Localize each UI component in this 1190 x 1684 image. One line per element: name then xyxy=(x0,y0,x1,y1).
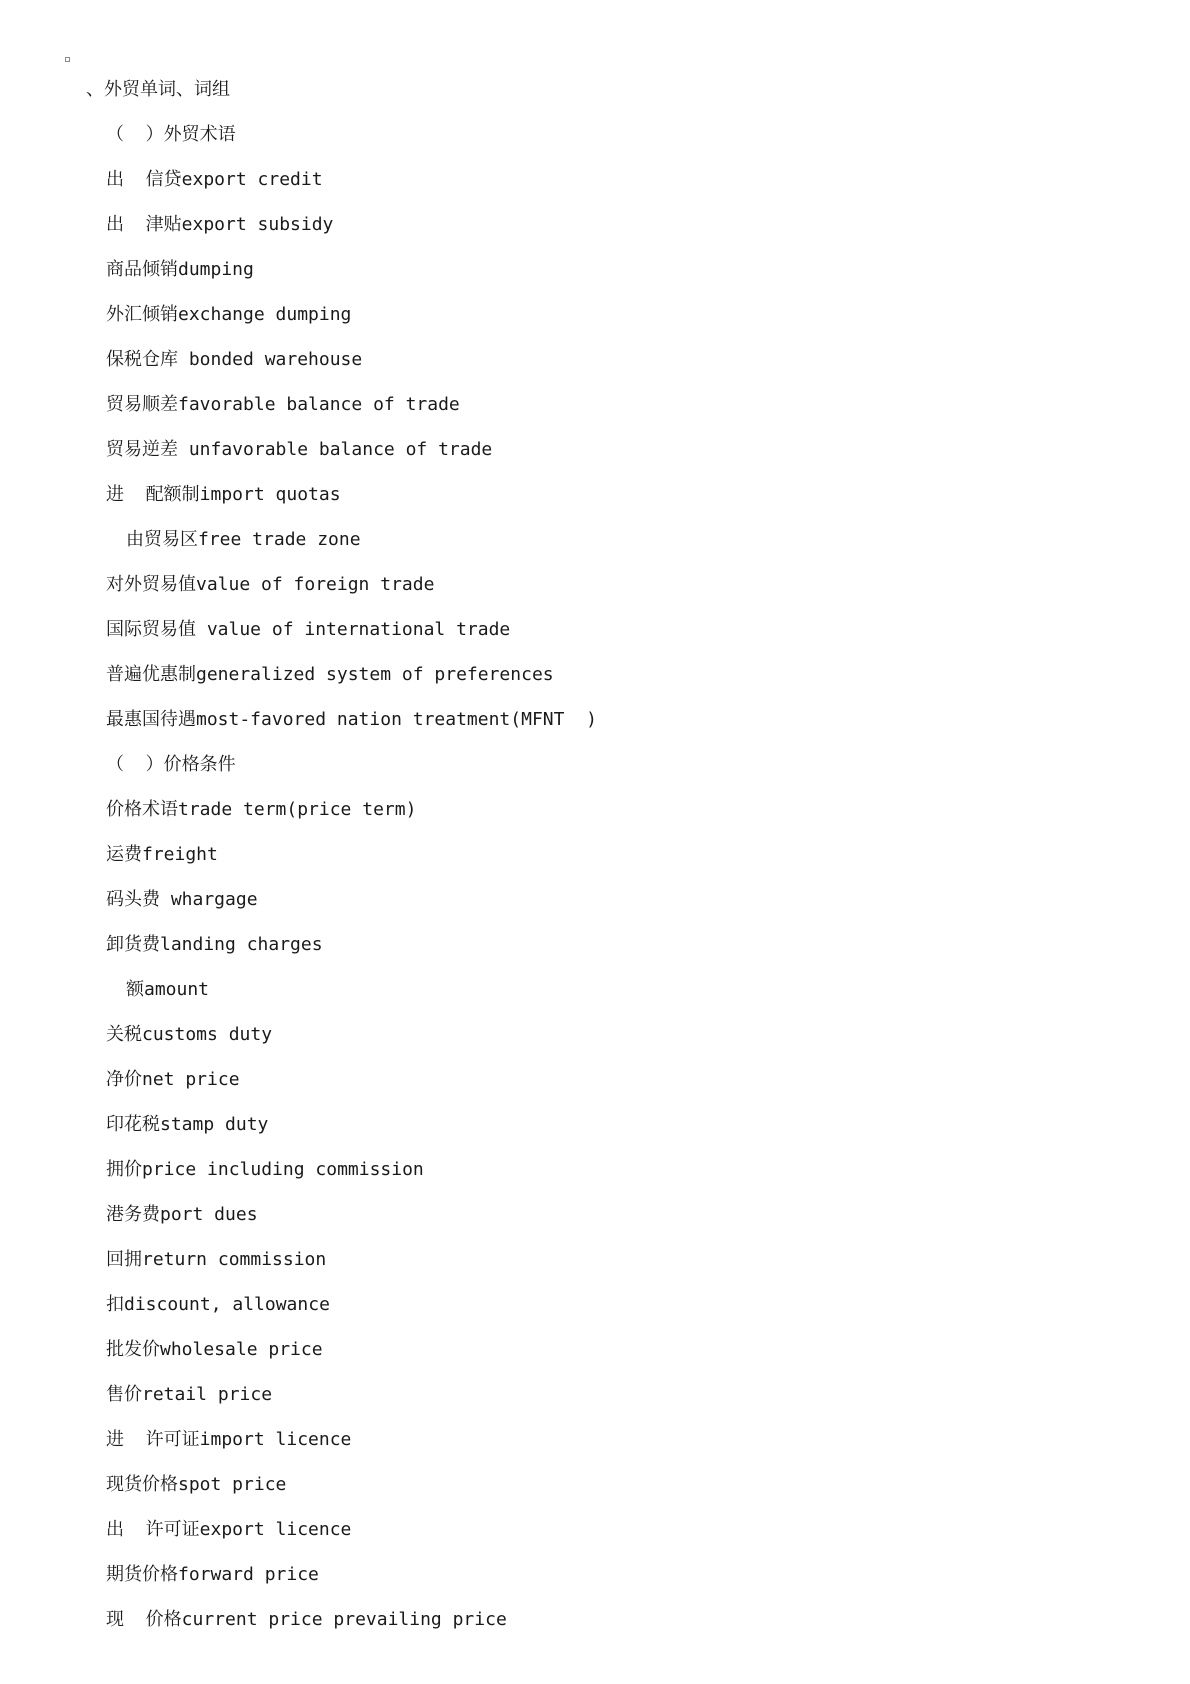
document-heading: 、外贸单词、词组 xyxy=(86,79,230,100)
term-line: 贸易顺差favorable balance of trade xyxy=(106,394,460,415)
term-line: 回拥return commission xyxy=(106,1249,327,1270)
corner-mark xyxy=(65,57,70,62)
term-line: （ ）外贸术语 xyxy=(106,124,236,145)
term-line: 期货价格forward price xyxy=(106,1564,319,1585)
term-line: 扣discount, allowance xyxy=(106,1294,330,1315)
term-line: 由贸易区free trade zone xyxy=(126,529,361,550)
term-line: 普遍优惠制generalized system of preferences xyxy=(106,664,554,685)
term-line: 进 许可证import licence xyxy=(106,1429,352,1450)
term-line: 批发价wholesale price xyxy=(106,1339,323,1360)
term-line: 国际贸易值 value of international trade xyxy=(106,619,511,640)
term-line: 现货价格spot price xyxy=(106,1474,287,1495)
term-line: 码头费 whargage xyxy=(106,889,258,910)
term-line: 贸易逆差 unfavorable balance of trade xyxy=(106,439,493,460)
term-line: 保税仓库 bonded warehouse xyxy=(106,349,363,370)
term-line: 价格术语trade term(price term) xyxy=(106,799,417,820)
term-line: 现 价格current price prevailing price xyxy=(106,1609,507,1630)
term-line: 进 配额制import quotas xyxy=(106,484,341,505)
document-body xyxy=(0,78,1190,1653)
term-line: 关税customs duty xyxy=(106,1024,273,1045)
term-line: 额amount xyxy=(126,979,210,1000)
term-line: 港务费port dues xyxy=(106,1204,258,1225)
term-line: 外汇倾销exchange dumping xyxy=(106,304,352,325)
term-line: 出 津贴export subsidy xyxy=(106,214,334,235)
term-line: 净价net price xyxy=(106,1069,240,1090)
term-line: 出 许可证export licence xyxy=(106,1519,352,1540)
term-line: 售价retail price xyxy=(106,1384,273,1405)
term-line: 最惠国待遇most-favored nation treatment(MFNT ) xyxy=(106,709,597,730)
term-line: 出 信贷export credit xyxy=(106,169,323,190)
term-line: 卸货费landing charges xyxy=(106,934,323,955)
term-line: 运费freight xyxy=(106,844,218,865)
term-line: 拥价price including commission xyxy=(106,1159,424,1180)
term-line: 对外贸易值value of foreign trade xyxy=(106,574,435,595)
term-line: 印花税stamp duty xyxy=(106,1114,269,1135)
term-line: 商品倾销dumping xyxy=(106,259,254,280)
term-line: （ ）价格条件 xyxy=(106,754,236,775)
